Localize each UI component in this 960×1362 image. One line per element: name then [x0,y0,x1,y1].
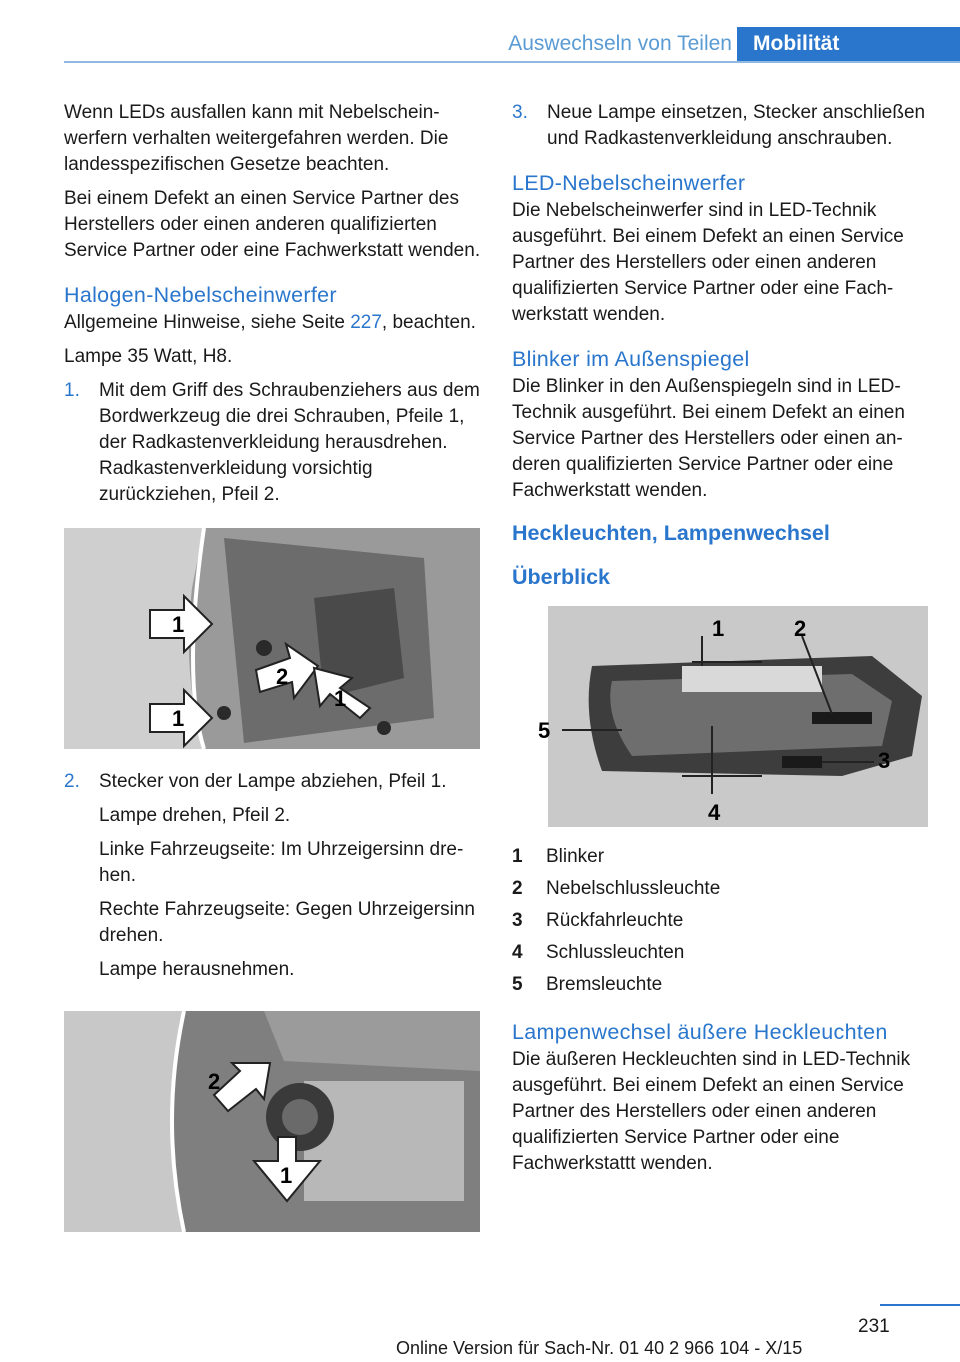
fig1-label-1c: 1 [334,686,347,711]
step-number: 1. [64,380,80,401]
heading-mirror-turn-signal: Blinker im Außenspiegel [512,347,750,371]
legend-item [512,969,932,1001]
right-column [512,100,932,1185]
step-2-line-1: Stecker von der Lampe abziehen, Pfeil 1. [99,771,447,792]
heading-outer-tail-lights: Lampenwechsel äußere Heckleuchten [512,1020,888,1044]
figure-tail-light-overview [512,606,928,827]
fig3-label-5: 5 [538,718,551,743]
heading-overview: Überblick [512,565,610,589]
heading-led-fog-lights: LED-Nebelscheinwerfer [512,171,746,195]
legend-text: Bremsleuchte [546,974,663,995]
step-text: Mit dem Griff des Schraubenziehers aus dem Bordwerkzeug die drei Schrauben, Pfeile 1, der Radkastenverkleidung herausdrehen. Radkastenverkleidung vorsichtig zurückziehen, Pfeil 2. [99,380,480,505]
running-header-section: Auswechseln von Teilen [508,32,732,55]
fig3-label-4: 4 [708,800,721,825]
legend-text: Schlussleuchten [546,942,685,963]
legend-item [512,841,932,873]
header-rule [64,61,960,63]
step-text [99,769,484,991]
page-number: 231 [858,1316,890,1337]
heading-tail-lights-lamp-change: Heckleuchten, Lampenwechsel [512,521,830,545]
legend-item [512,873,932,905]
footer-rule [880,1304,960,1306]
legend-text: Blinker [546,846,605,867]
paragraph-mirror-turn-signal: Die Blinker in den Außenspiegeln sind in LED-Technik ausgeführt. Bei einem Defekt an einen Service Partner des Herstellers oder einen anderen qualifizierten Service Partner oder eine Fachwerkstatt wenden. [512,376,905,501]
fig2-label-2: 2 [208,1069,221,1094]
step-2-line-2: Lampe drehen, Pfeil 2. [99,805,291,826]
step-2-line-4: Rechte Fahrzeugseite: Gegen Uhrzeigersinn drehen. [99,899,475,946]
left-column [64,100,484,1252]
legend-number: 5 [512,974,523,995]
legend-number: 2 [512,878,523,899]
paragraph-outer-tail-lights: Die äußeren Heckleuchten sind in LED-Technik ausgeführt. Bei einem Defekt an einen Service Partner des Herstellers oder einen anderen qualifizierten Service Partner oder eine Fachwerkstattt wenden. [512,1049,911,1174]
paragraph-defect-service: Bei einem Defekt an einen Service Partner des Herstellers oder einen anderen qualifizierten Service Partner oder eine Fachwerkstatt wenden. [64,188,481,261]
heading-halogen-fog-lights: Halogen-Nebelscheinwerfer [64,283,337,307]
general-notes-prefix: Allgemeine Hinweise, siehe Seite [64,312,351,333]
paragraph-lamp-spec: Lampe 35 Watt, H8. [64,346,233,367]
figure-fog-lamp-connector [64,1011,480,1232]
figure-wheel-arch-screws [64,528,480,749]
legend-number: 1 [512,846,523,867]
step-2-line-5: Lampe herausnehmen. [99,959,295,980]
paragraph-led-failure: Wenn LEDs ausfallen kann mit Nebelscheinwerfern verhalten weitergefahren werden. Die landesspezifischen Gesetze beachten. [64,102,449,175]
step-number: 3. [512,102,528,123]
legend-item [512,905,932,937]
fig1-label-1a: 1 [172,612,185,637]
legend-number: 3 [512,910,523,931]
step-2-line-3: Linke Fahrzeugseite: Im Uhrzeigersinn drehen. [99,839,464,886]
tail-light-legend [512,841,932,1001]
fig3-label-2: 2 [794,616,807,641]
legend-number: 4 [512,942,523,963]
step-3 [512,100,932,152]
fig3-label-1: 1 [712,616,725,641]
general-notes-suffix: , beachten. [381,312,476,333]
legend-item [512,937,932,969]
step-1 [64,378,484,508]
legend-text: Rückfahrleuchte [546,910,684,931]
page-link-227[interactable]: 227 [350,312,382,333]
paragraph-led-fog-lights: Die Nebelscheinwerfer sind in LED-Technik ausgeführt. Bei einem Defekt an einen Service Partner des Herstellers oder einen anderen qualifizierten Service Partner oder eine Fachwerkstatt wenden. [512,200,904,325]
legend-text: Nebelschlussleuchte [546,878,721,899]
fig2-label-1: 1 [280,1163,293,1188]
footer-version-text: Online Version für Sach-Nr. 01 40 2 966 104 - X/15 [396,1338,803,1358]
step-2 [64,769,484,991]
running-header-chapter: Mobilität [737,27,960,61]
paragraph-general-notes [64,310,484,336]
step-text: Neue Lampe einsetzen, Stecker anschließen und Radkastenverkleidung anschrauben. [547,102,926,149]
step-number: 2. [64,771,80,792]
fig3-label-3: 3 [878,748,891,773]
fig1-label-1b: 1 [172,706,185,731]
fig1-label-2: 2 [276,664,289,689]
